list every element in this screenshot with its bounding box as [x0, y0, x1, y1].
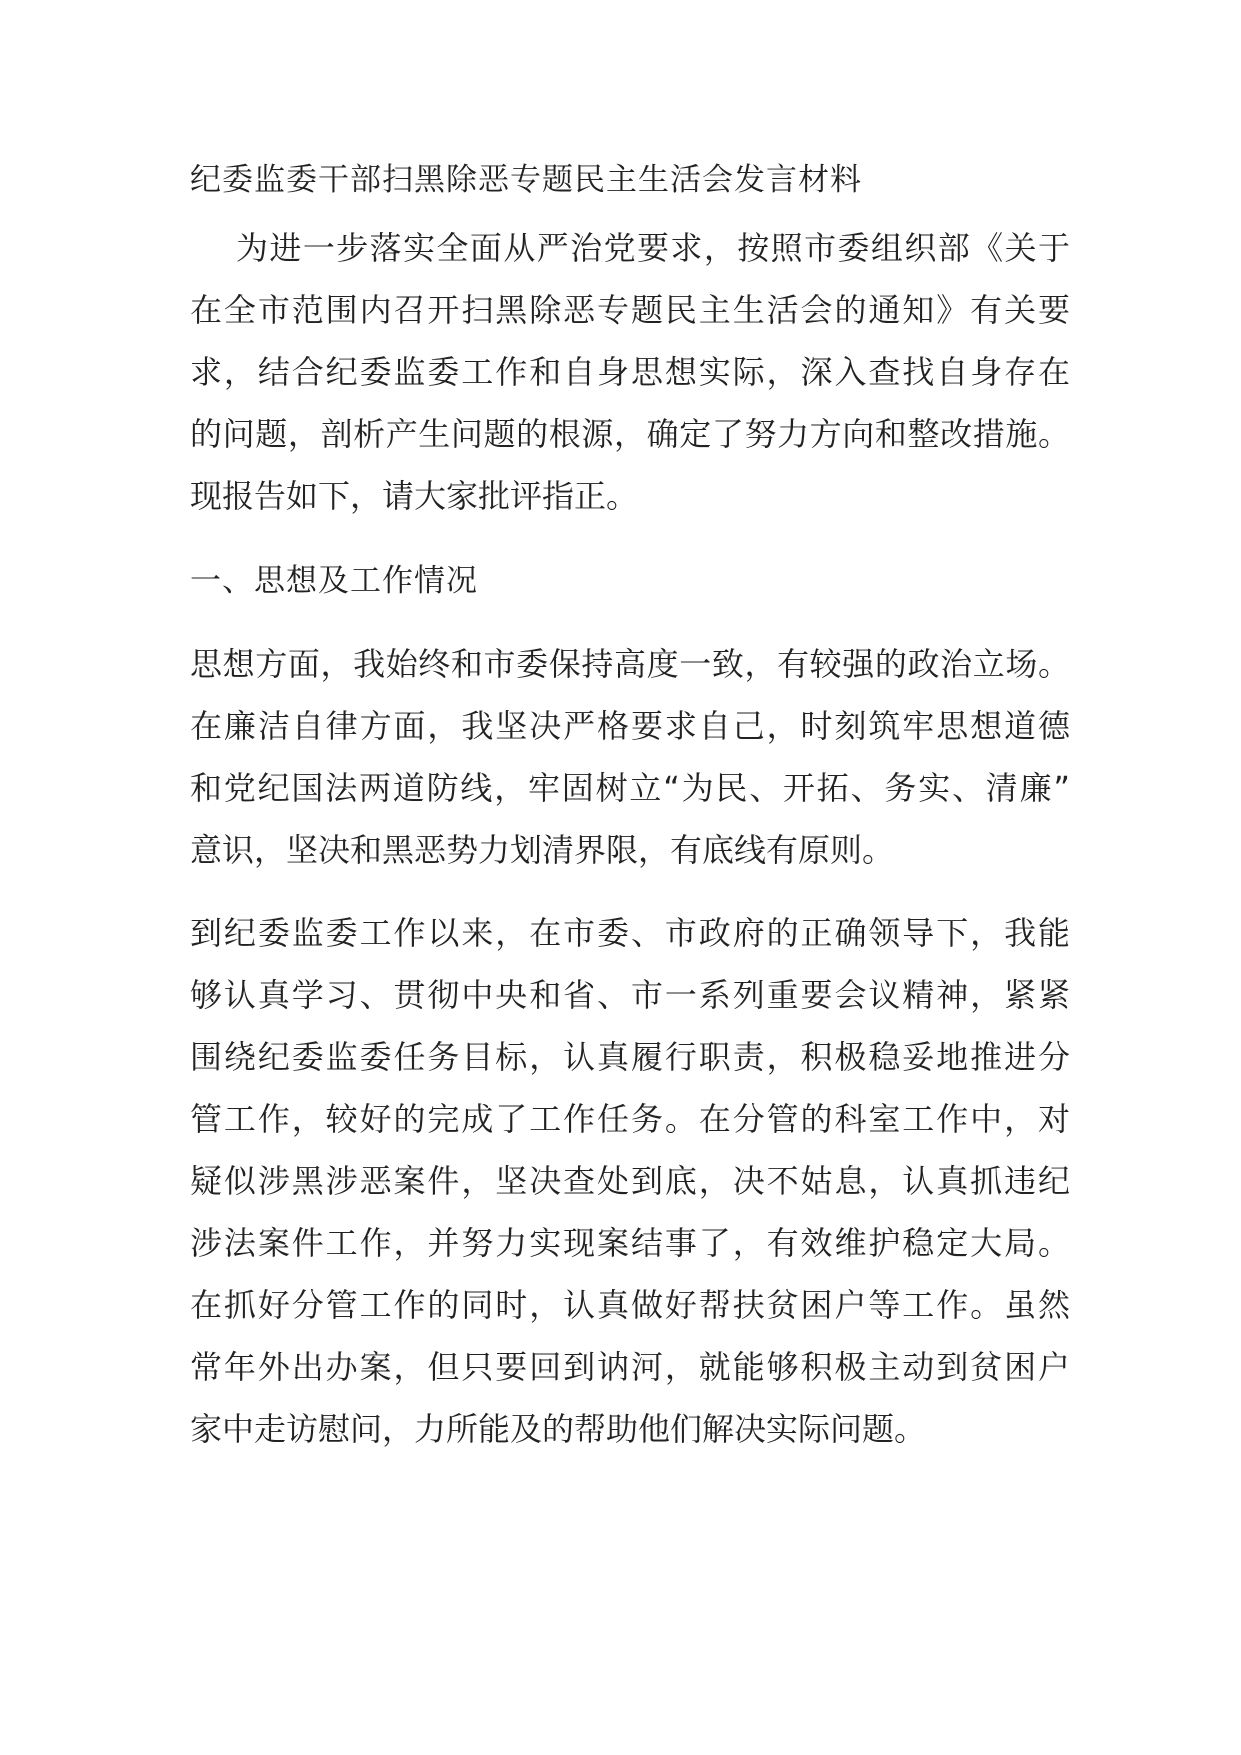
paragraph-line: 管工作，较好的完成了工作任务。在分管的科室工作中，对 — [190, 1100, 1070, 1138]
section-heading: 一、思想及工作情况 — [190, 563, 478, 599]
paragraph-line: 疑似涉黑涉恶案件，坚决查处到底，决不姑息，认真抓违纪 — [190, 1162, 1070, 1200]
paragraph-line: 围绕纪委监委任务目标，认真履行职责，积极稳妥地推进分 — [190, 1038, 1070, 1076]
paragraph-line: 求，结合纪委监委工作和自身思想实际，深入查找自身存在 — [190, 353, 1070, 391]
paragraph-line: 和党纪国法两道防线，牢固树立“为民、开拓、务实、清廉” — [190, 769, 1070, 807]
paragraph-line: 涉法案件工作，并努力实现案结事了，有效维护稳定大局。 — [190, 1224, 1070, 1262]
paragraph-line: 够认真学习、贯彻中央和省、市一系列重要会议精神，紧紧 — [190, 976, 1070, 1014]
paragraph-line: 在全市范围内召开扫黑除恶专题民主生活会的通知》有关要 — [190, 291, 1070, 329]
paragraph-line: 到纪委监委工作以来，在市委、市政府的正确领导下，我能 — [190, 914, 1070, 952]
paragraph-line: 为进一步落实全面从严治党要求，按照市委组织部《关于 — [236, 229, 1070, 267]
paragraph-line: 的问题，剖析产生问题的根源，确定了努力方向和整改措施。 — [190, 415, 1070, 453]
paragraph-line: 家中走访慰问，力所能及的帮助他们解决实际问题。 — [190, 1410, 927, 1448]
paragraph-line: 现报告如下，请大家批评指正。 — [190, 477, 639, 515]
paragraph-line: 常年外出办案，但只要回到讷河，就能够积极主动到贫困户 — [190, 1348, 1070, 1386]
paragraph-line: 在抓好分管工作的同时，认真做好帮扶贫困户等工作。虽然 — [190, 1286, 1070, 1324]
paragraph-line: 在廉洁自律方面，我坚决严格要求自己，时刻筑牢思想道德 — [190, 707, 1070, 745]
paragraph-line: 意识，坚决和黑恶势力划清界限，有底线有原则。 — [190, 831, 895, 869]
paragraph-line: 思想方面，我始终和市委保持高度一致，有较强的政治立场。 — [190, 645, 1070, 683]
document-title: 纪委监委干部扫黑除恶专题民主生活会发言材料 — [190, 162, 862, 198]
